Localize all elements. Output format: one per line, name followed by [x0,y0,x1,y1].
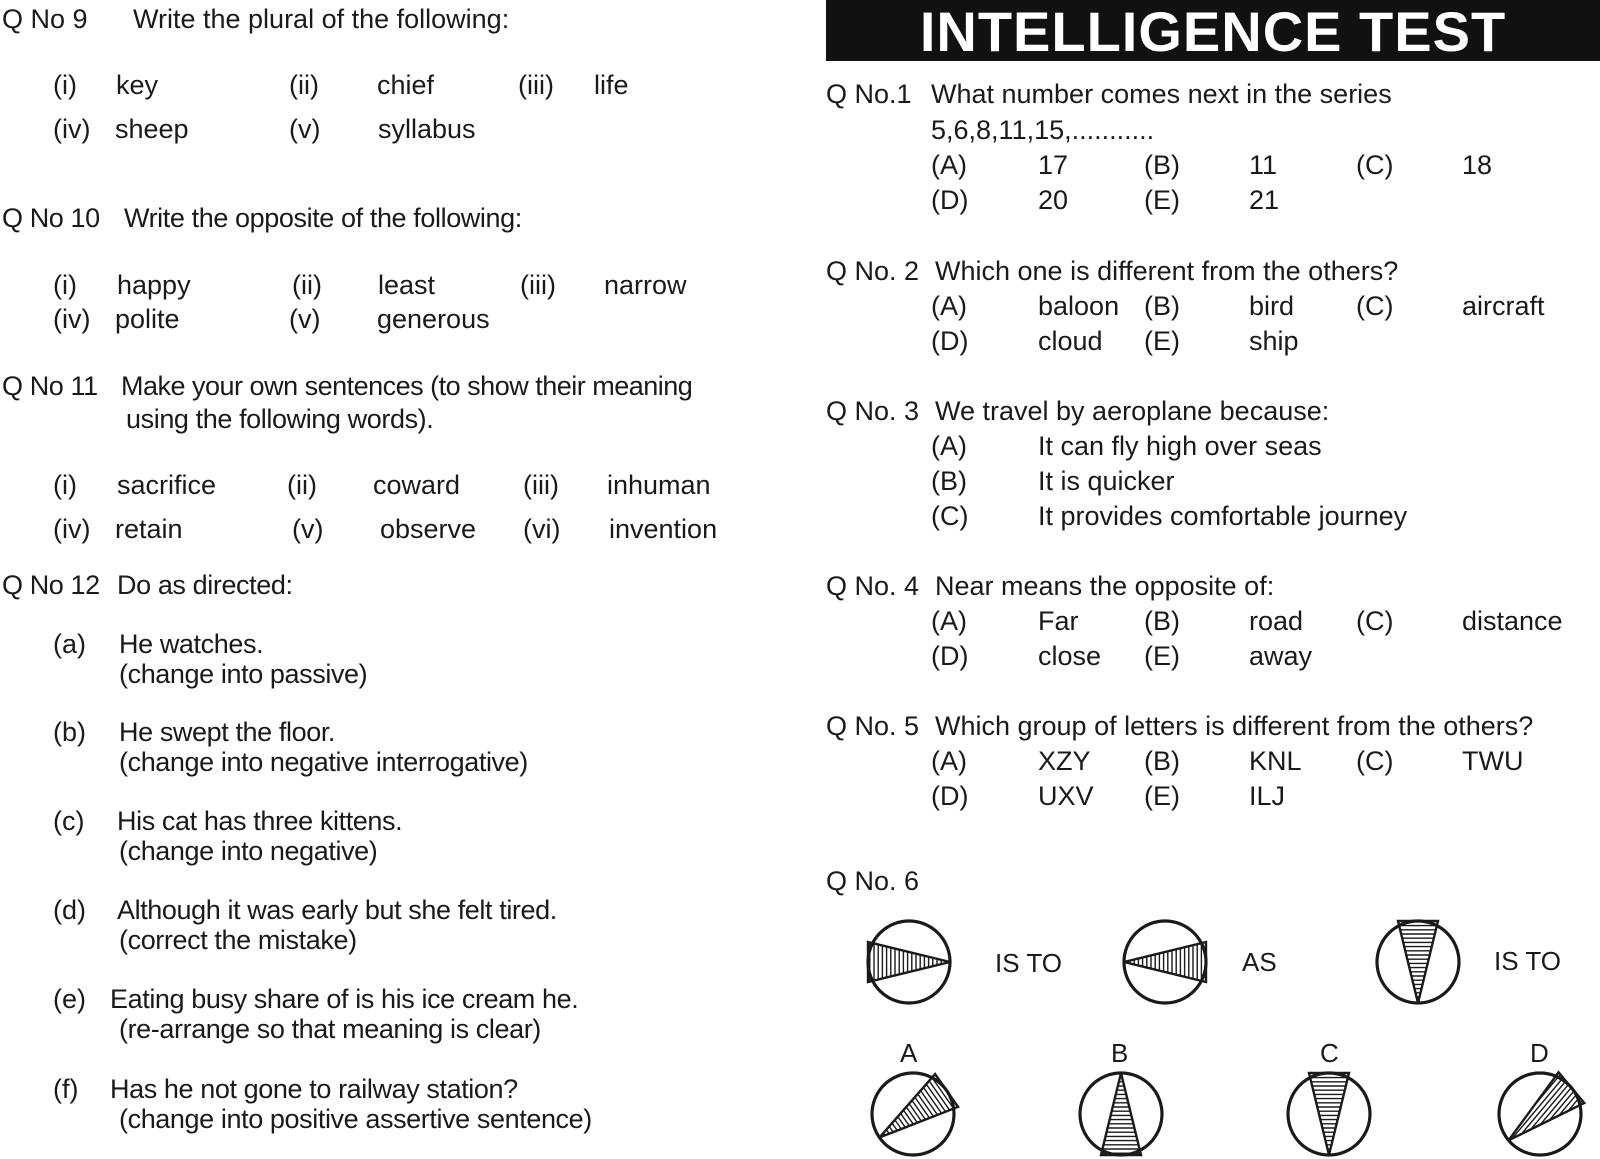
q10-marker: (ii) [292,270,322,300]
q2-option-marker: (D) [931,326,969,356]
q6-choice-label: D [1530,1038,1549,1068]
q6-figure-1 [864,917,954,1007]
q1-option-marker: (B) [1144,150,1180,180]
q11-prompt-line1: Make your own sentences (to show their meaning [121,371,693,401]
q6-choice-c-figure [1284,1069,1374,1159]
q6-choice-a-figure [868,1069,958,1159]
q11-number: Q No 11 [2,371,98,401]
q12-sentence: Eating busy share of is his ice cream he. [110,984,579,1014]
q11-word: invention [609,514,718,544]
q2-option: baloon [1038,291,1120,321]
q6-choice-label: A [900,1038,918,1068]
q11-word: retain [115,514,183,544]
q2-option: cloud [1038,326,1103,356]
q4-option-marker: (E) [1144,641,1180,671]
q6-choice-label: C [1320,1038,1339,1068]
q12-sentence: His cat has three kittens. [117,806,403,836]
q3-option: It is quicker [1038,466,1175,496]
q12-marker: (a) [53,629,86,659]
q2-option-marker: (B) [1144,291,1180,321]
q10-marker: (iii) [520,270,556,300]
q9-marker: (i) [53,70,77,100]
q5-option-marker: (C) [1356,746,1394,776]
q12-instruction: (change into positive assertive sentence) [119,1104,592,1134]
q4-option-marker: (A) [931,606,967,636]
q4-prompt: Near means the opposite of: [935,571,1275,601]
q12-instruction: (change into passive) [119,659,368,689]
q12-instruction: (change into negative) [119,836,378,866]
q1-option: 21 [1249,185,1280,215]
q3-option: It provides comfortable journey [1038,501,1408,531]
q10-marker: (i) [53,270,77,300]
q5-option: ILJ [1249,781,1286,811]
q5-option-marker: (E) [1144,781,1180,811]
q4-option: distance [1462,606,1563,636]
q3-option: It can fly high over seas [1038,431,1322,461]
q4-option: road [1249,606,1304,636]
q2-option: aircraft [1462,291,1545,321]
q12-sentence: He swept the floor. [119,717,336,747]
q4-option-marker: (C) [1356,606,1394,636]
q6-choice-d-figure [1495,1069,1585,1159]
q6-figure-2 [1120,917,1210,1007]
q9-word: syllabus [378,114,476,144]
q10-word: narrow [604,270,687,300]
q2-option-marker: (A) [931,291,967,321]
q2-prompt: Which one is different from the others? [935,256,1399,286]
q12-instruction: (re-arrange so that meaning is clear) [119,1014,541,1044]
q11-marker: (iii) [523,470,559,500]
q4-option: away [1249,641,1313,671]
q12-marker: (c) [53,806,85,836]
q12-instruction: (correct the mistake) [119,925,357,955]
q11-word: observe [380,514,477,544]
q4-option-marker: (B) [1144,606,1180,636]
q6-figure-3 [1373,917,1463,1007]
q5-prompt: Which group of letters is different from the others? [935,711,1534,741]
q9-word: life [594,70,629,100]
q1-option: 17 [1038,150,1069,180]
q12-prompt: Do as directed: [117,570,293,600]
q10-word: polite [115,304,180,334]
q10-word: happy [117,270,191,300]
q12-instruction: (change into negative interrogative) [119,747,528,777]
q11-marker: (v) [292,514,324,544]
q10-marker: (v) [289,304,321,334]
q9-word: key [116,70,159,100]
q9-marker: (iii) [518,70,554,100]
q6-number: Q No. 6 [826,866,920,896]
q1-option: 20 [1038,185,1069,215]
q4-option-marker: (D) [931,641,969,671]
q12-number: Q No 12 [2,570,100,600]
q9-prompt: Write the plural of the following: [133,4,510,34]
q6-as-label: AS [1242,947,1277,977]
q10-prompt: Write the opposite of the following: [124,203,522,233]
q12-sentence: Has he not gone to railway station? [110,1074,518,1104]
q2-number: Q No. 2 [826,256,920,286]
q11-marker: (ii) [287,470,317,500]
q2-option-marker: (C) [1356,291,1394,321]
q6-is-to-label-2: IS TO [1494,946,1561,976]
q1-prompt-line1: What number comes next in the series [931,79,1392,109]
q6-is-to-label: IS TO [995,948,1062,978]
q11-marker: (i) [53,470,77,500]
q5-option-marker: (A) [931,746,967,776]
q11-marker: (iv) [53,514,91,544]
q1-option-marker: (E) [1144,185,1180,215]
q1-option-marker: (A) [931,150,967,180]
q3-option-marker: (B) [931,466,967,496]
q5-option: UXV [1038,781,1094,811]
q1-series: 5,6,8,11,15,........... [931,115,1155,145]
q10-number: Q No 10 [2,203,100,233]
q11-word: inhuman [607,470,711,500]
q5-option: KNL [1249,746,1302,776]
q2-option: bird [1249,291,1295,321]
q1-option-marker: (D) [931,185,969,215]
q9-marker: (v) [289,114,321,144]
q9-number: Q No 9 [2,4,88,34]
q12-marker: (e) [53,984,86,1014]
q12-sentence: Although it was early but she felt tired. [117,895,557,925]
q11-word: coward [373,470,461,500]
title-banner [826,0,1600,61]
q2-option-marker: (E) [1144,326,1180,356]
q11-word: sacrifice [117,470,217,500]
page-title: INTELLIGENCE TEST [919,0,1507,63]
q5-option: XZY [1038,746,1091,776]
q5-option: TWU [1462,746,1524,776]
q6-choice-b-figure [1076,1069,1166,1159]
q9-marker: (ii) [289,70,319,100]
q12-sentence: He watches. [119,629,264,659]
q4-option: Far [1038,606,1079,636]
q11-marker: (vi) [523,514,561,544]
q5-option-marker: (B) [1144,746,1180,776]
q5-option-marker: (D) [931,781,969,811]
q3-option-marker: (C) [931,501,969,531]
q2-option: ship [1249,326,1299,356]
q4-option: close [1038,641,1102,671]
q11-prompt-line2: using the following words). [126,404,434,434]
q3-number: Q No. 3 [826,396,920,426]
q10-word: least [378,270,436,300]
q12-marker: (d) [53,895,86,925]
q12-marker: (b) [53,717,86,747]
q1-number: Q No.1 [826,79,912,109]
q4-number: Q No. 4 [826,571,920,601]
q9-marker: (iv) [53,114,91,144]
q9-word: sheep [115,114,189,144]
q3-prompt: We travel by aeroplane because: [935,396,1330,426]
q1-option: 18 [1462,150,1493,180]
q1-option: 11 [1249,150,1278,180]
q9-word: chief [377,70,435,100]
q5-number: Q No. 5 [826,711,920,741]
q12-marker: (f) [53,1074,79,1104]
q10-marker: (iv) [53,304,91,334]
q1-option-marker: (C) [1356,150,1394,180]
q6-choice-label: B [1111,1038,1129,1068]
q3-option-marker: (A) [931,431,967,461]
q10-word: generous [377,304,490,334]
